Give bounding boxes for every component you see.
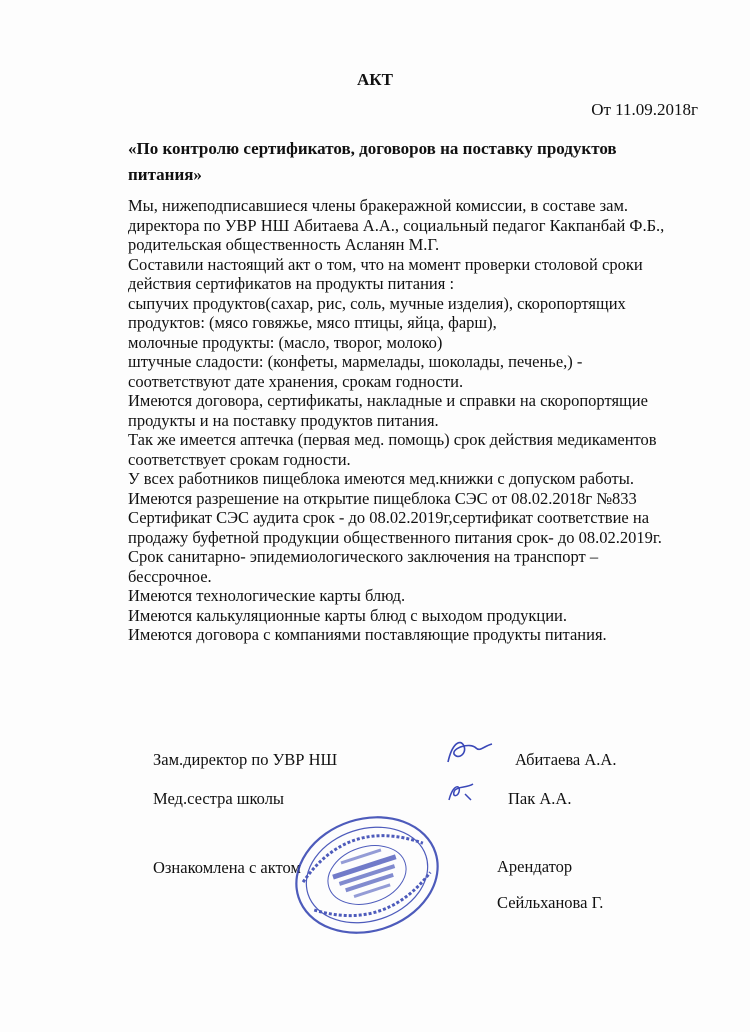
body-line: Так же имеется аптечка (первая мед. помощь) срок действия медикаментов [128, 430, 657, 449]
body-line: У всех работников пищеблока имеются мед.книжки с допуском работы. [128, 469, 634, 488]
body-line: продажу буфетной продукции общественного питания срок- до 08.02.2019г. [128, 527, 662, 547]
signature-role-acknowledged: Ознакомлена с актом [153, 858, 301, 877]
body-line: Имеются технологические карты блюд. [128, 586, 406, 605]
body-line: Срок санитарно- эпидемиологического заключения на транспорт – [128, 547, 599, 566]
signature-name-deputy: Абитаева А.А. [515, 750, 617, 769]
body-line: сыпучих продуктов(сахар, рис, соль, мучные изделия), скоропортящих [128, 293, 626, 313]
heading-line: питания» [128, 165, 202, 184]
document-body [128, 196, 728, 645]
body-line: молочные продукты: (масло, творог, молоко) [128, 332, 443, 352]
document-title: АКТ [357, 70, 393, 89]
document-date: От 11.09.2018г [591, 100, 698, 119]
body-line: Имеются договора, сертификаты, накладные и справки на скоропортящие [128, 391, 648, 410]
body-line: действия сертификатов на продукты питания : [128, 274, 455, 293]
heading-line: «По контролю сертификатов, договоров на поставку продуктов [128, 139, 617, 158]
signature-role-deputy: Зам.директор по УВР НШ [153, 750, 338, 769]
body-line: бессрочное. [128, 566, 212, 586]
body-line: Составили настоящий акт о том, что на момент проверки столовой сроки [128, 254, 643, 274]
signature-name-tenant: Сейльханова Г. [497, 893, 604, 912]
body-line: соответствует срокам годности. [128, 449, 351, 469]
body-line: штучные сладости: (конфеты, мармелады, шоколады, печенье,) - [128, 352, 583, 371]
body-line: директора по УВР НШ Абитаева А.А., социальный педагог Какпанбай Ф.Б., [128, 215, 665, 235]
body-line: соответствуют дате хранения, срокам годности. [128, 371, 464, 391]
document-heading [128, 136, 668, 188]
signature-role-tenant: Арендатор [497, 857, 573, 876]
signature-scribble-icon [443, 778, 483, 806]
signature-scribble-icon [440, 734, 500, 768]
signature-name-nurse: Пак А.А. [508, 789, 572, 808]
body-line: Мы, нижеподписавшиеся члены бракеражной комиссии, в составе зам. [128, 196, 629, 215]
body-line: Имеются разрешение на открытие пищеблока СЭС от 08.02.2018г №833 [128, 488, 637, 508]
signature-role-nurse: Мед.сестра школы [153, 789, 285, 808]
body-line: Имеются договора с компаниями поставляющие продукты питания. [128, 625, 607, 644]
official-stamp-icon [282, 810, 452, 940]
body-line: продуктов: (мясо говяжье, мясо птицы, яйца, фарш), [128, 313, 497, 332]
body-line: Имеются калькуляционные карты блюд с выходом продукции. [128, 605, 567, 625]
body-line: Сертификат СЭС аудита срок - до 08.02.2019г,сертификат соответствие на [128, 508, 650, 527]
body-line: продукты и на поставку продуктов питания. [128, 410, 439, 430]
body-line: родительская общественность Асланян М.Г. [128, 235, 440, 254]
